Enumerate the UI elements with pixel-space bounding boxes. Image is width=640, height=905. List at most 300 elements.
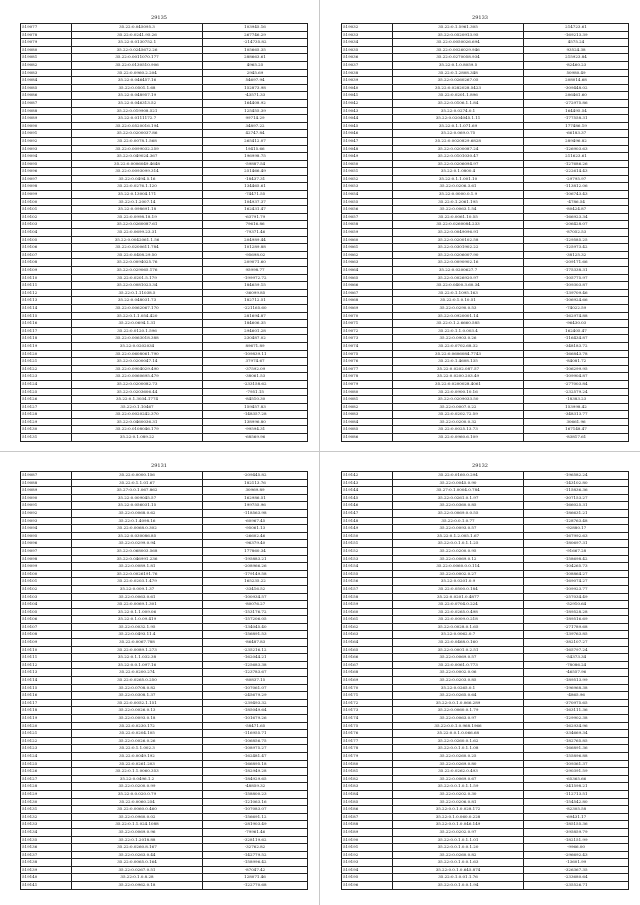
row-id-cell: 519077: [21, 24, 72, 32]
table-row: [21, 198, 308, 206]
row-amount-cell: -63791.79: [203, 213, 308, 221]
row-amount-cell: -83817.61: [524, 434, 629, 442]
row-code-cell: 35.22:0.0500.0.184: [393, 585, 524, 593]
row-amount-cell: -128763.48: [524, 517, 629, 525]
row-id-cell: 519127: [21, 403, 72, 411]
table-row: [342, 760, 629, 768]
table-row: [21, 175, 308, 183]
row-amount-cell: -4786.54: [524, 198, 629, 206]
row-amount-cell: -116434.87: [524, 335, 629, 343]
row-amount-cell: -100934.57: [203, 593, 308, 601]
row-id-cell: 519080: [342, 388, 393, 396]
row-amount-cell: -115836.36: [524, 487, 629, 495]
row-id-cell: 519090: [21, 122, 72, 130]
row-code-cell: 35.22:0.0200.203.49: [393, 373, 524, 381]
row-code-cell: 35.22:0.1.1.001.10: [393, 175, 524, 183]
table-row: [342, 115, 629, 123]
row-code-cell: 35.22:0.1.0.10.51: [393, 297, 524, 305]
row-amount-cell: -59887.54: [203, 160, 308, 168]
row-code-cell: 35.22:0.0.1.097.16: [72, 661, 203, 669]
table-row: [342, 882, 629, 890]
row-amount-cell: -166891.36: [524, 745, 629, 753]
row-id-cell: 519173: [342, 707, 393, 715]
row-id-cell: 519039: [342, 77, 393, 85]
row-code-cell: 35.22:0.0.1.0.1.1.59: [393, 783, 524, 791]
row-code-cell: 35.22:0.0501.1.68: [72, 84, 203, 92]
row-amount-cell: -162481.47: [203, 752, 308, 760]
row-amount-cell: -395859.79: [524, 828, 629, 836]
table-row: [21, 821, 308, 829]
row-code-cell: 35.22:0.069.0.75: [393, 130, 524, 138]
row-id-cell: 519077: [342, 365, 393, 373]
row-id-cell: 519062: [342, 251, 393, 259]
table-row: [342, 145, 629, 153]
table-row: [21, 563, 308, 571]
row-id-cell: 519097: [21, 175, 72, 183]
row-code-cell: 35.22:0.0069.0.12: [393, 555, 524, 563]
row-code-cell: 35.22:0.029065.176: [72, 267, 203, 275]
row-amount-cell: -121063.16: [203, 798, 308, 806]
row-id-cell: 519152: [342, 547, 393, 555]
table-row: [21, 365, 308, 373]
row-id-cell: 519098: [21, 555, 72, 563]
table-row: [342, 532, 629, 540]
row-id-cell: 519078: [21, 31, 72, 39]
row-code-cell: 35.22:0.0200611.784: [72, 244, 203, 252]
row-id-cell: 519116: [21, 320, 72, 328]
table-row: [342, 844, 629, 852]
row-code-cell: 35.22:0.0002.0.06: [393, 669, 524, 677]
row-id-cell: 519035: [342, 46, 393, 54]
row-id-cell: 519109: [21, 639, 72, 647]
row-id-cell: 519190: [342, 836, 393, 844]
table-row: [21, 115, 308, 123]
row-code-cell: 35.22:0.0702.68.32: [393, 342, 524, 350]
row-code-cell: 35.22:0.1.1.032.38: [72, 654, 203, 662]
table-row: [342, 183, 629, 191]
table-row: [342, 509, 629, 517]
table-row: [342, 547, 629, 555]
table-row: [21, 373, 308, 381]
row-amount-cell: -155896.88: [524, 752, 629, 760]
row-id-cell: 519123: [21, 745, 72, 753]
row-amount-cell: -4865.96: [524, 692, 629, 700]
table-row: [342, 616, 629, 624]
row-code-cell: 35.22:0.0493.11.4: [72, 631, 203, 639]
row-id-cell: 519101: [21, 206, 72, 214]
row-id-cell: 519079: [342, 380, 393, 388]
row-code-cell: 35.22:0.0160.0.294: [393, 472, 524, 480]
row-amount-cell: -109904.87: [524, 373, 629, 381]
row-id-cell: 519089: [21, 115, 72, 123]
row-amount-cell: 42747.84: [203, 130, 308, 138]
row-code-cell: 35.22:0.0060695.479: [72, 373, 203, 381]
row-amount-cell: -74022.59: [524, 304, 629, 312]
table-row: [21, 874, 308, 882]
row-code-cell: 35.22:0.0026.0.26: [72, 737, 203, 745]
row-code-cell: 35.22:0.1.0.01.1.76: [393, 874, 524, 882]
row-id-cell: 519036: [342, 54, 393, 62]
row-id-cell: 519041: [342, 92, 393, 100]
table-row: [342, 54, 629, 62]
row-amount-cell: -95698.02: [203, 251, 308, 259]
row-amount-cell: 153998.42: [524, 403, 629, 411]
table-row: [342, 229, 629, 237]
row-code-cell: 35.22:0.0206094.97: [393, 160, 524, 168]
table-row: [21, 267, 308, 275]
row-id-cell: 519169: [342, 677, 393, 685]
row-code-cell: 35.22:0.0201.5.179: [72, 274, 203, 282]
row-code-cell: 35.22:0.0606084.7743: [393, 350, 524, 358]
row-code-cell: 35.22:0.0202.087.57: [393, 365, 524, 373]
row-code-cell: 35.22:0.0260.0.25: [393, 752, 524, 760]
row-code-cell: 35.27:0.1.0004.0.784: [393, 487, 524, 495]
table-row: [342, 487, 629, 495]
row-amount-cell: -158996.42: [203, 859, 308, 867]
row-code-cell: 35.22:0.1.3034.1774: [72, 396, 203, 404]
table-row: [342, 304, 629, 312]
row-code-cell: 35.22:0.1.4608.135: [393, 358, 524, 366]
row-id-cell: 519085: [21, 84, 72, 92]
row-code-cell: 35.22:0.0120.1.596: [72, 327, 203, 335]
row-id-cell: 519141: [21, 882, 72, 890]
table-row: [342, 84, 629, 92]
table-row: [21, 601, 308, 609]
row-amount-cell: 165235.22: [203, 578, 308, 586]
row-id-cell: 519103: [21, 221, 72, 229]
row-code-cell: 35.22:0.0099032.259: [72, 145, 203, 153]
table-row: [21, 707, 308, 715]
row-id-cell: 519185: [342, 798, 393, 806]
row-amount-cell: -36099.85: [203, 289, 308, 297]
row-code-cell: 35.22:0.0026029.946: [393, 46, 524, 54]
row-amount-cell: -113812.06: [524, 183, 629, 191]
row-code-cell: 35.22:0.0282028.5423: [393, 84, 524, 92]
row-code-cell: 35.22:0.0026920.97: [393, 274, 524, 282]
row-amount-cell: -37592.09: [203, 365, 308, 373]
row-code-cell: 35.22:0.0299.0.94: [72, 540, 203, 548]
row-amount-cell: -206428.07: [524, 221, 629, 229]
row-amount-cell: -82460.23: [524, 61, 629, 69]
row-id-cell: 519069: [342, 304, 393, 312]
table-row: [21, 737, 308, 745]
row-amount-cell: -233680.64: [524, 874, 629, 882]
row-code-cell: 35.22:0.0203.1.479: [72, 578, 203, 586]
row-id-cell: 519127: [21, 775, 72, 783]
table-row: [342, 631, 629, 639]
row-code-cell: 35.22:0.0063.1.54: [393, 206, 524, 214]
row-code-cell: 35.22:0.0200102.58: [393, 236, 524, 244]
row-code-cell: 35.22:0.0011070.177: [72, 54, 203, 62]
row-amount-cell: -235526.71: [524, 882, 629, 890]
table-row: [342, 122, 629, 130]
row-amount-cell: 101289.88: [203, 244, 308, 252]
row-amount-cell: -166025.31: [524, 502, 629, 510]
row-amount-cell: -87052.53: [524, 229, 629, 237]
row-amount-cell: -153176.72: [203, 608, 308, 616]
table-row: [21, 775, 308, 783]
row-amount-cell: -122770.68: [203, 882, 308, 890]
table-row: [21, 677, 308, 685]
row-id-cell: 519057: [342, 213, 393, 221]
row-amount-cell: -175338.31: [524, 267, 629, 275]
row-id-cell: 519125: [21, 388, 72, 396]
row-amount-cell: -232579.24: [524, 388, 629, 396]
table-row: [21, 77, 308, 85]
row-id-cell: 519123: [21, 373, 72, 381]
table-row: [21, 487, 308, 495]
row-id-cell: 519186: [342, 806, 393, 814]
row-amount-cell: -166843.78: [524, 350, 629, 358]
row-code-cell: 35.22:0.0068.0.62: [72, 509, 203, 517]
row-id-cell: 519040: [342, 84, 393, 92]
row-id-cell: 519166: [342, 654, 393, 662]
row-id-cell: 519110: [21, 274, 72, 282]
row-id-cell: 519182: [342, 775, 393, 783]
row-id-cell: 519066: [342, 282, 393, 290]
row-id-cell: 519128: [21, 411, 72, 419]
row-id-cell: 519081: [21, 54, 72, 62]
row-amount-cell: -32762.82: [203, 844, 308, 852]
row-amount-cell: -239493.32: [203, 699, 308, 707]
table-row: [21, 654, 308, 662]
row-amount-cell: -233158.62: [203, 380, 308, 388]
row-id-cell: 519045: [342, 122, 393, 130]
row-code-cell: 35.22:0.1.0.09.419: [72, 616, 203, 624]
table-row: [21, 388, 308, 396]
table-row: [342, 388, 629, 396]
row-code-cell: 35.22:0.0962.0.18: [72, 882, 203, 890]
row-code-cell: 35.22:0.0130752.1: [72, 39, 203, 47]
page-divider-horizontal: [0, 451, 640, 452]
table-row: [21, 153, 308, 161]
row-code-cell: 35.22:0.0201.0.4877: [393, 593, 524, 601]
row-id-cell: 519060: [342, 236, 393, 244]
row-code-cell: 35.22:0.1.2.6660.585: [393, 320, 524, 328]
table-row: [342, 752, 629, 760]
row-id-cell: 519121: [21, 358, 72, 366]
table-row: [342, 472, 629, 480]
table-row: [21, 768, 308, 776]
row-amount-cell: -109923.77: [524, 585, 629, 593]
row-code-cell: 35.22:0.0093.0.57: [393, 525, 524, 533]
row-amount-cell: 267746.29: [203, 31, 308, 39]
row-amount-cell: -74471.55: [203, 191, 308, 199]
row-code-cell: 35.22:0.0408.29.50: [72, 251, 203, 259]
row-amount-cell: 281694.87: [203, 312, 308, 320]
row-code-cell: 35.22:0.0.1.0.0.1.63: [393, 859, 524, 867]
row-amount-cell: 159457.83: [203, 403, 308, 411]
row-amount-cell: 34897.22: [203, 122, 308, 130]
row-id-cell: 519096: [21, 168, 72, 176]
table-row: [21, 547, 308, 555]
row-code-cell: 35.22:0.0060.254: [72, 798, 203, 806]
row-id-cell: 519161: [342, 616, 393, 624]
row-id-cell: 519093: [21, 517, 72, 525]
table-row: [21, 183, 308, 191]
row-amount-cell: -125683.38: [203, 661, 308, 669]
row-amount-cell: -277003.84: [524, 380, 629, 388]
row-code-cell: 35.22:0.0202.72.59: [393, 411, 524, 419]
table-row: [342, 859, 629, 867]
page-title: 29135: [151, 15, 167, 21]
row-code-cell: 35.22:0.0360.0.85: [393, 502, 524, 510]
row-amount-cell: 182712.51: [203, 297, 308, 305]
row-code-cell: 35.22:0.0200627.7: [393, 267, 524, 275]
table-row: [342, 418, 629, 426]
row-amount-cell: -105775.97: [524, 274, 629, 282]
row-id-cell: 519124: [21, 380, 72, 388]
row-code-cell: 35.22:0.0699.23.31: [72, 229, 203, 237]
row-amount-cell: 19415.66: [203, 145, 308, 153]
table-row: [21, 61, 308, 69]
table-row: [21, 168, 308, 176]
row-code-cell: 35.22:0.0400.3.60.34: [393, 282, 524, 290]
row-code-cell: 35.22:0.0200.0.99: [72, 783, 203, 791]
row-id-cell: 519128: [21, 783, 72, 791]
row-id-cell: 519116: [21, 692, 72, 700]
row-amount-cell: -116955.71: [203, 730, 308, 738]
row-amount-cell: -245679.29: [203, 692, 308, 700]
table-row: [21, 715, 308, 723]
row-code-cell: 35.22:0.0.1.0.1.1.25: [393, 540, 524, 548]
row-code-cell: 35.22:0.056031.15: [72, 502, 203, 510]
row-amount-cell: -162974.88: [524, 312, 629, 320]
row-id-cell: 519034: [342, 39, 393, 47]
table-row: [21, 122, 308, 130]
row-code-cell: 35.22:0.0009.0.218: [393, 616, 524, 624]
row-amount-cell: -112713.51: [524, 790, 629, 798]
row-code-cell: 35.22:0.0260267.05: [393, 77, 524, 85]
row-amount-cell: 134465.61: [203, 183, 308, 191]
row-amount-cell: 162431.47: [203, 206, 308, 214]
table-row: [342, 168, 629, 176]
row-id-cell: 519181: [342, 768, 393, 776]
row-amount-cell: -107061.07: [203, 684, 308, 692]
row-id-cell: 519111: [21, 654, 72, 662]
table-row: [21, 646, 308, 654]
row-amount-cell: 230487.02: [203, 335, 308, 343]
table-row: [21, 229, 308, 237]
row-id-cell: 519175: [342, 722, 393, 730]
table-row: [21, 434, 308, 442]
row-amount-cell: -214735.82: [203, 39, 308, 47]
row-code-cell: 35.22:0.0260087.61: [72, 221, 203, 229]
row-code-cell: 35.22:0.0260.0.1.62: [393, 737, 524, 745]
row-id-cell: 519061: [342, 244, 393, 252]
table-row: [342, 267, 629, 275]
row-id-cell: 519172: [342, 699, 393, 707]
row-amount-cell: 211623.61: [524, 153, 629, 161]
row-id-cell: 519135: [21, 836, 72, 844]
row-id-cell: 519187: [342, 813, 393, 821]
row-amount-cell: 138996.80: [203, 418, 308, 426]
row-code-cell: 35.22:0.0201.0.9: [393, 578, 524, 586]
row-id-cell: 519083: [342, 411, 393, 419]
table-row: [21, 502, 308, 510]
row-code-cell: 35.22:0.098691.18: [72, 206, 203, 214]
row-id-cell: 519109: [21, 267, 72, 275]
row-code-cell: 35.22:0.0108046.179: [72, 426, 203, 434]
table-row: [21, 494, 308, 502]
row-id-cell: 519082: [342, 403, 393, 411]
table-row: [342, 244, 629, 252]
table-row: [21, 130, 308, 138]
table-row: [342, 153, 629, 161]
table-row: [21, 623, 308, 631]
row-id-cell: 519056: [342, 206, 393, 214]
row-id-cell: 519098: [21, 183, 72, 191]
row-code-cell: 35.22:0.0052.1.151: [72, 699, 203, 707]
row-code-cell: 35.22:0.1.11038.5: [72, 289, 203, 297]
row-code-cell: 35.22:0.0094025.76: [72, 259, 203, 267]
row-code-cell: 35.22:0.1.1.009.06: [72, 608, 203, 616]
row-amount-cell: -80076.27: [203, 601, 308, 609]
table-row: [21, 525, 308, 533]
row-code-cell: 35.22:0.0263.0.44: [72, 851, 203, 859]
row-id-cell: 519106: [21, 616, 72, 624]
row-amount-cell: -154542.80: [524, 798, 629, 806]
row-amount-cell: -157206.05: [203, 616, 308, 624]
table-row: [21, 320, 308, 328]
table-row: [342, 692, 629, 700]
table-row: [342, 813, 629, 821]
row-amount-cell: -348183.72: [524, 342, 629, 350]
row-code-cell: 35.22:0.030086.85: [72, 532, 203, 540]
row-amount-cell: -68569.96: [203, 434, 308, 442]
row-id-cell: 519107: [21, 251, 72, 259]
row-id-cell: 519178: [342, 745, 393, 753]
table-row: [342, 350, 629, 358]
table-row: [342, 608, 629, 616]
table-row: [21, 327, 308, 335]
table-row: [342, 221, 629, 229]
table-row: [21, 851, 308, 859]
row-code-cell: 35.22:0.0203.0.85: [393, 677, 524, 685]
row-amount-cell: -235216.12: [203, 646, 308, 654]
row-id-cell: 519064: [342, 267, 393, 275]
row-id-cell: 519125: [21, 760, 72, 768]
row-id-cell: 519082: [21, 61, 72, 69]
row-id-cell: 519092: [21, 509, 72, 517]
table-row: [21, 752, 308, 760]
table-row: [21, 608, 308, 616]
table-row: [342, 836, 629, 844]
table-row: [342, 623, 629, 631]
row-code-cell: 35.22:0.0069.0.96: [72, 828, 203, 836]
table-row: [342, 790, 629, 798]
row-amount-cell: -87047.42: [203, 866, 308, 874]
row-amount-cell: -107083.07: [203, 806, 308, 814]
table-row: [342, 540, 629, 548]
table-row: [342, 517, 629, 525]
row-code-cell: 35.22:0.0045.0.90: [393, 479, 524, 487]
table-row: [342, 175, 629, 183]
row-code-cell: 35.22:0.0520913.95: [393, 31, 524, 39]
row-code-cell: 35.22:0.0206007.90: [393, 251, 524, 259]
row-amount-cell: 184606.35: [203, 320, 308, 328]
row-amount-cell: -139709.46: [524, 289, 629, 297]
row-amount-cell: 4575.24: [524, 39, 629, 47]
row-code-cell: 35.22:0.0270058.934: [393, 54, 524, 62]
row-code-cell: 35.22:0.0078.1.568: [72, 137, 203, 145]
row-id-cell: 519147: [342, 509, 393, 517]
row-amount-cell: -18383.23: [524, 396, 629, 404]
row-id-cell: 519120: [21, 722, 72, 730]
row-code-cell: 35.22:0.0101030.47: [393, 153, 524, 161]
row-amount-cell: -296692.43: [524, 851, 629, 859]
table-row: [21, 882, 308, 890]
